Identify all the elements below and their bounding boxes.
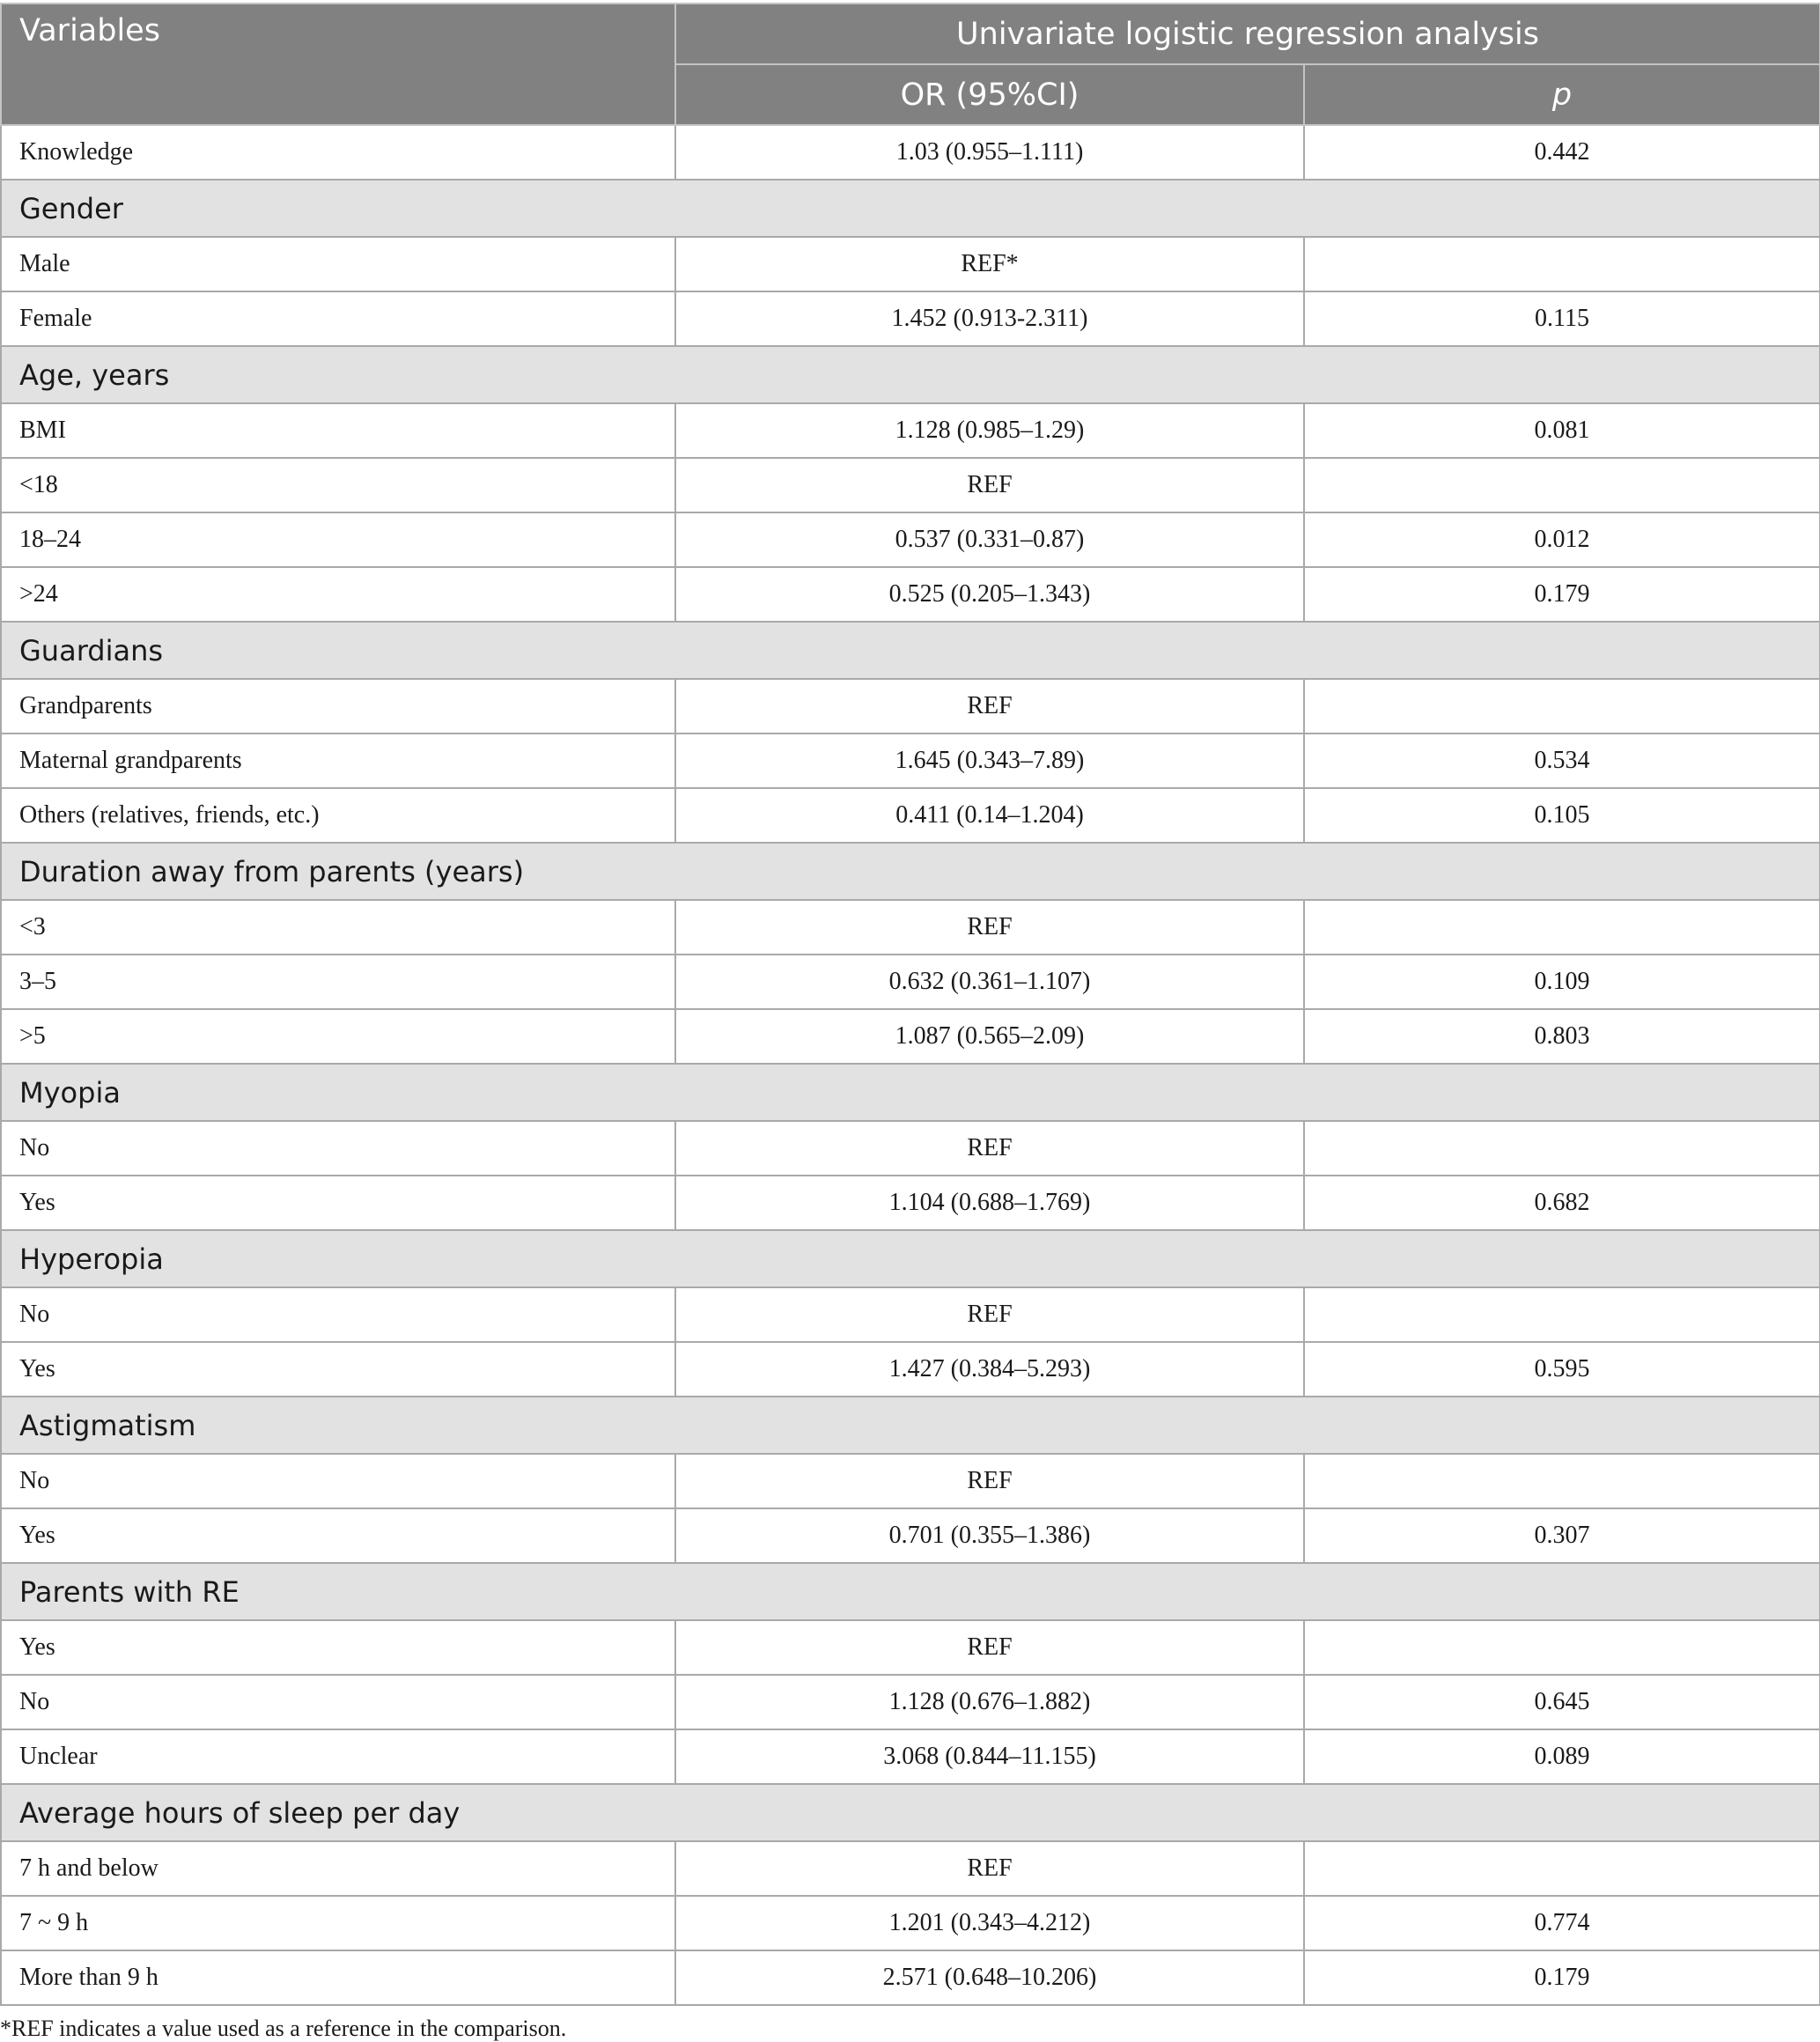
table-container xyxy=(0,3,1819,2042)
table-row xyxy=(1,1620,1820,1675)
or-cell: 2.571 (0.648–10.206) xyxy=(675,1950,1304,2005)
table-row xyxy=(1,1508,1820,1563)
table-row xyxy=(1,1287,1820,1342)
section-header-row xyxy=(1,346,1820,403)
p-value-cell: 0.307 xyxy=(1304,1508,1820,1563)
p-value-cell xyxy=(1304,1121,1820,1176)
or-cell: 0.525 (0.205–1.343) xyxy=(675,567,1304,622)
or-cell: REF xyxy=(675,1121,1304,1176)
p-column-header: p xyxy=(1304,64,1820,125)
group-header: Univariate logistic regression analysis xyxy=(675,4,1820,64)
variable-cell: Unclear xyxy=(1,1729,675,1784)
or-cell: 1.128 (0.985–1.29) xyxy=(675,403,1304,458)
p-value-cell: 0.081 xyxy=(1304,403,1820,458)
variable-cell: >5 xyxy=(1,1009,675,1064)
p-value-cell: 0.012 xyxy=(1304,512,1820,567)
or-cell: REF xyxy=(675,900,1304,955)
section-label: Average hours of sleep per day xyxy=(1,1784,1820,1841)
p-value-cell xyxy=(1304,679,1820,733)
or-cell: REF xyxy=(675,1287,1304,1342)
section-label: Duration away from parents (years) xyxy=(1,843,1820,900)
variable-cell: >24 xyxy=(1,567,675,622)
table-row xyxy=(1,458,1820,512)
or-cell: REF xyxy=(675,1454,1304,1508)
or-cell: 1.427 (0.384–5.293) xyxy=(675,1342,1304,1397)
table-row xyxy=(1,567,1820,622)
variable-cell: BMI xyxy=(1,403,675,458)
table-row xyxy=(1,237,1820,291)
or-cell: 1.452 (0.913-2.311) xyxy=(675,291,1304,346)
section-label: Myopia xyxy=(1,1064,1820,1121)
p-value-cell: 0.105 xyxy=(1304,788,1820,843)
variable-cell: Female xyxy=(1,291,675,346)
section-header-row xyxy=(1,622,1820,679)
or-column-header: OR (95%CI) xyxy=(675,64,1304,125)
p-value-cell xyxy=(1304,1841,1820,1896)
variable-cell: Yes xyxy=(1,1176,675,1230)
or-cell: REF xyxy=(675,679,1304,733)
or-cell: 0.701 (0.355–1.386) xyxy=(675,1508,1304,1563)
section-header-row xyxy=(1,180,1820,237)
p-value-cell: 0.534 xyxy=(1304,733,1820,788)
variable-cell: Yes xyxy=(1,1508,675,1563)
p-value-cell: 0.115 xyxy=(1304,291,1820,346)
section-header-row xyxy=(1,843,1820,900)
variable-cell: Grandparents xyxy=(1,679,675,733)
or-cell: 1.201 (0.343–4.212) xyxy=(675,1896,1304,1950)
p-value-cell: 0.109 xyxy=(1304,955,1820,1009)
table-row xyxy=(1,291,1820,346)
p-value-cell: 0.645 xyxy=(1304,1675,1820,1729)
p-value-cell: 0.595 xyxy=(1304,1342,1820,1397)
p-value-cell xyxy=(1304,458,1820,512)
section-label: Age, years xyxy=(1,346,1820,403)
or-cell: 1.104 (0.688–1.769) xyxy=(675,1176,1304,1230)
or-cell: 1.03 (0.955–1.111) xyxy=(675,125,1304,180)
p-value-cell xyxy=(1304,1287,1820,1342)
section-label: Gender xyxy=(1,180,1820,237)
p-value-cell xyxy=(1304,1620,1820,1675)
variable-cell: Yes xyxy=(1,1342,675,1397)
variable-cell: No xyxy=(1,1675,675,1729)
table-row xyxy=(1,1342,1820,1397)
or-cell: REF xyxy=(675,458,1304,512)
table-row xyxy=(1,1009,1820,1064)
variable-cell: 18–24 xyxy=(1,512,675,567)
p-value-cell: 0.803 xyxy=(1304,1009,1820,1064)
or-cell: REF* xyxy=(675,237,1304,291)
variable-cell: 3–5 xyxy=(1,955,675,1009)
variable-cell: Yes xyxy=(1,1620,675,1675)
table-row xyxy=(1,1729,1820,1784)
section-header-row xyxy=(1,1230,1820,1287)
regression-table xyxy=(0,3,1820,2006)
p-value-cell: 0.774 xyxy=(1304,1896,1820,1950)
p-value-cell: 0.179 xyxy=(1304,567,1820,622)
table-row xyxy=(1,1454,1820,1508)
section-label: Parents with RE xyxy=(1,1563,1820,1620)
table-row xyxy=(1,1176,1820,1230)
table-body xyxy=(1,125,1820,2005)
table-row xyxy=(1,125,1820,180)
or-cell: 1.645 (0.343–7.89) xyxy=(675,733,1304,788)
p-value-cell: 0.682 xyxy=(1304,1176,1820,1230)
variable-cell: Maternal grandparents xyxy=(1,733,675,788)
table-row xyxy=(1,955,1820,1009)
or-cell: 0.632 (0.361–1.107) xyxy=(675,955,1304,1009)
section-header-row xyxy=(1,1397,1820,1454)
or-cell: 0.537 (0.331–0.87) xyxy=(675,512,1304,567)
table-row xyxy=(1,1675,1820,1729)
variable-cell: Male xyxy=(1,237,675,291)
or-cell: REF xyxy=(675,1620,1304,1675)
p-value-cell xyxy=(1304,1454,1820,1508)
or-cell: REF xyxy=(675,1841,1304,1896)
variable-cell: No xyxy=(1,1121,675,1176)
variable-cell: More than 9 h xyxy=(1,1950,675,2005)
variables-header: Variables xyxy=(1,4,675,125)
p-value-cell: 0.179 xyxy=(1304,1950,1820,2005)
p-value-cell: 0.089 xyxy=(1304,1729,1820,1784)
table-row xyxy=(1,1950,1820,2005)
variable-cell: Others (relatives, friends, etc.) xyxy=(1,788,675,843)
section-header-row xyxy=(1,1563,1820,1620)
table-row xyxy=(1,512,1820,567)
table-row xyxy=(1,679,1820,733)
table-row xyxy=(1,1121,1820,1176)
p-value-cell xyxy=(1304,900,1820,955)
table-row xyxy=(1,788,1820,843)
table-row xyxy=(1,1841,1820,1896)
variable-cell: Knowledge xyxy=(1,125,675,180)
table-row xyxy=(1,900,1820,955)
variable-cell: 7 h and below xyxy=(1,1841,675,1896)
or-cell: 1.128 (0.676–1.882) xyxy=(675,1675,1304,1729)
variable-cell: No xyxy=(1,1454,675,1508)
or-cell: 1.087 (0.565–2.09) xyxy=(675,1009,1304,1064)
variable-cell: 7 ~ 9 h xyxy=(1,1896,675,1950)
footnote: *REF indicates a value used as a reference in the comparison. xyxy=(0,2016,567,2041)
section-label: Astigmatism xyxy=(1,1397,1820,1454)
variable-cell: <3 xyxy=(1,900,675,955)
table-row xyxy=(1,733,1820,788)
table-row xyxy=(1,403,1820,458)
or-cell: 0.411 (0.14–1.204) xyxy=(675,788,1304,843)
variable-cell: <18 xyxy=(1,458,675,512)
section-header-row xyxy=(1,1064,1820,1121)
table-header xyxy=(1,4,1820,125)
variable-cell: No xyxy=(1,1287,675,1342)
section-label: Guardians xyxy=(1,622,1820,679)
p-value-cell: 0.442 xyxy=(1304,125,1820,180)
section-label: Hyperopia xyxy=(1,1230,1820,1287)
section-header-row xyxy=(1,1784,1820,1841)
or-cell: 3.068 (0.844–11.155) xyxy=(675,1729,1304,1784)
table-row xyxy=(1,1896,1820,1950)
p-value-cell xyxy=(1304,237,1820,291)
